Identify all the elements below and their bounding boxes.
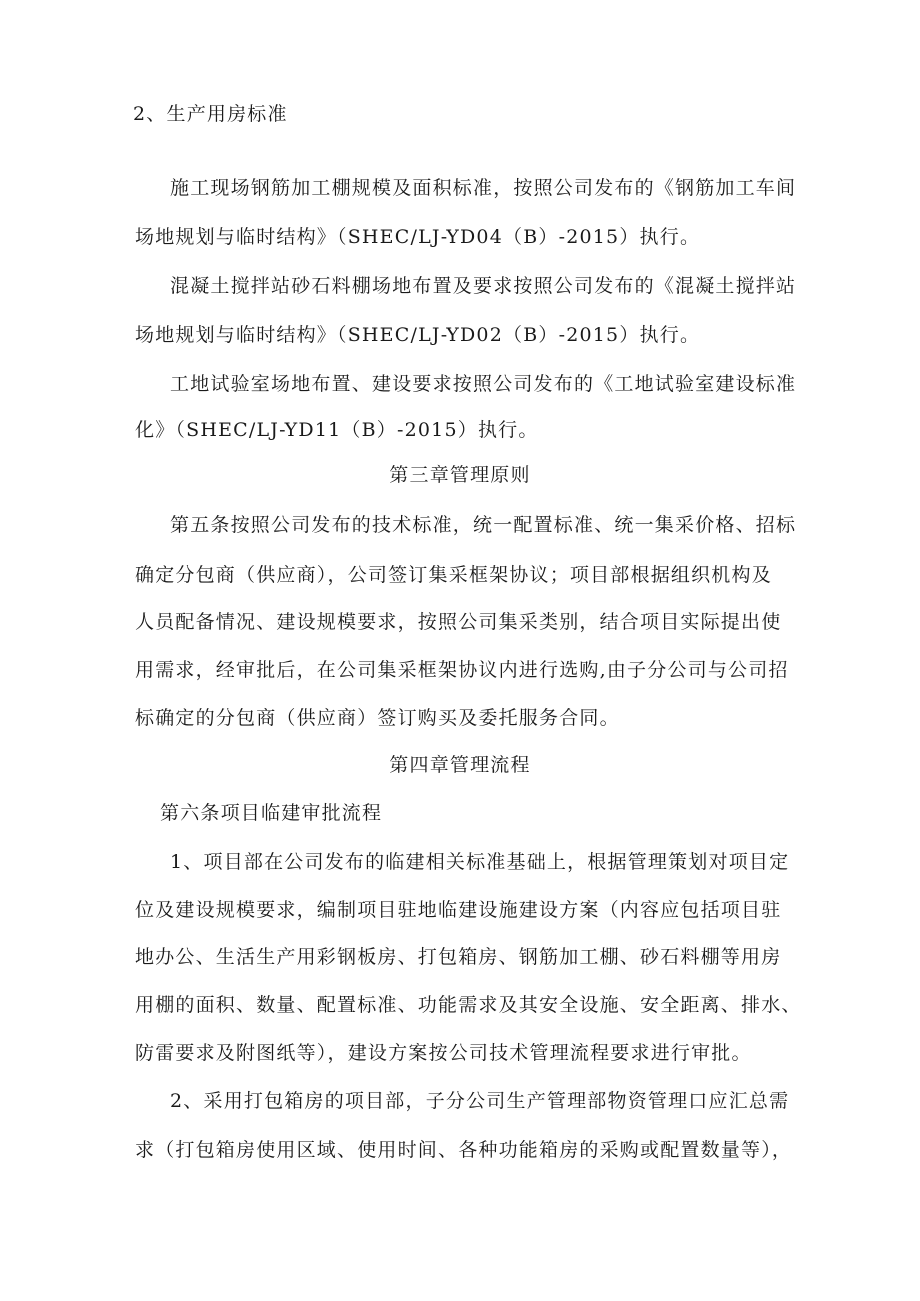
paragraph-line: 混凝土搅拌站砂石料棚场地布置及要求按照公司发布的《混凝土搅拌站 <box>170 275 797 297</box>
section-heading: 2、生产用房标准 <box>133 103 288 125</box>
paragraph-line: 防雷要求及附图纸等），建设方案按公司技术管理流程要求进行审批。 <box>135 1042 752 1064</box>
paragraph-line: 工地试验室场地布置、建设要求按照公司发布的《工地试验室建设标准 <box>170 373 797 395</box>
paragraph-line: 施工现场钢筋加工棚规模及面积标准，按照公司发布的《钢筋加工车间 <box>170 177 797 199</box>
article-heading: 第六条项目临建审批流程 <box>160 802 383 824</box>
chapter-heading: 第四章管理流程 <box>389 754 531 776</box>
paragraph-line: 确定分包商（供应商），公司签订集采框架协议；项目部根据组织机构及 <box>135 564 772 586</box>
chapter-heading: 第三章管理原则 <box>389 464 531 486</box>
paragraph-line: 求（打包箱房使用区域、使用时间、各种功能箱房的采购或配置数量等）， <box>135 1139 793 1161</box>
paragraph-line: 2、采用打包箱房的项目部，子分公司生产管理部物资管理口应汇总需 <box>170 1090 790 1112</box>
paragraph-line: 用棚的面积、数量、配置标准、功能需求及其安全设施、安全距离、排水、 <box>135 994 802 1016</box>
paragraph-line: 化》（SHEC/LJ-YD11（B）-2015）执行。 <box>135 419 539 441</box>
paragraph-line: 场地规划与临时结构》（SHEC/LJ-YD04（B）-2015）执行。 <box>135 226 701 248</box>
paragraph-line: 用需求，经审批后，在公司集采框架协议内进行选购,由子分公司与公司招 <box>135 659 789 681</box>
paragraph-line: 人员配备情况、建设规模要求，按照公司集采类别，结合项目实际提出使 <box>135 611 782 633</box>
paragraph-line: 场地规划与临时结构》（SHEC/LJ-YD02（B）-2015）执行。 <box>135 324 701 346</box>
paragraph-line: 第五条按照公司发布的技术标准，统一配置标准、统一集采价格、招标 <box>170 514 797 536</box>
paragraph-line: 1、项目部在公司发布的临建相关标准基础上，根据管理策划对项目定 <box>170 851 790 873</box>
paragraph-line: 位及建设规模要求，编制项目驻地临建设施建设方案（内容应包括项目驻 <box>135 899 782 921</box>
paragraph-line: 地办公、生活生产用彩钢板房、打包箱房、钢筋加工棚、砂石料棚等用房 <box>135 946 782 968</box>
paragraph-line: 标确定的分包商（供应商）签订购买及委托服务合同。 <box>135 707 620 729</box>
